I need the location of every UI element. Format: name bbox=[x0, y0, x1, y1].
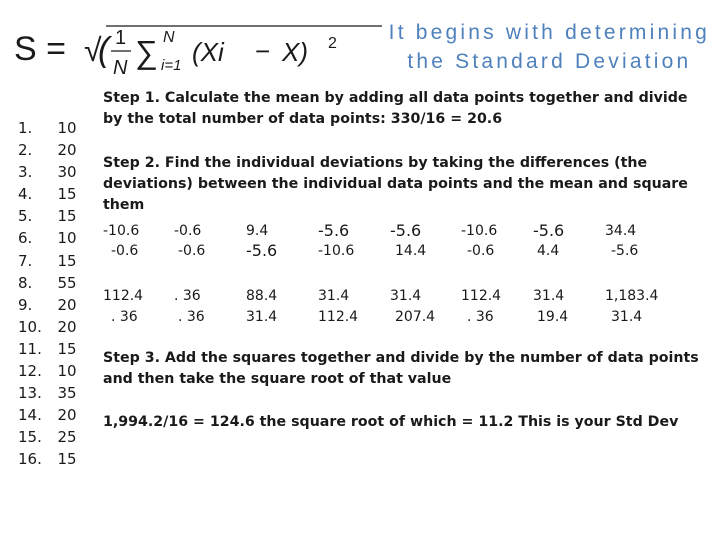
data-point-index: 14. bbox=[18, 406, 42, 425]
data-point-value: 10 bbox=[57, 362, 77, 381]
formula-fraction-denominator: N bbox=[113, 57, 128, 79]
deviation-cell: -5.6 bbox=[390, 221, 422, 240]
deviation-cell: -0.6 bbox=[178, 243, 206, 259]
data-point-index: 5. bbox=[18, 207, 33, 226]
data-point-index: 16. bbox=[18, 450, 42, 469]
deviation-cell: -0.6 bbox=[467, 243, 495, 259]
data-point-value: 10 bbox=[57, 229, 77, 248]
data-point-index: 9. bbox=[18, 295, 33, 314]
data-point-index: 2. bbox=[18, 141, 33, 160]
data-point-value: 10 bbox=[57, 119, 77, 137]
deviation-cell: -10.6 bbox=[103, 223, 140, 239]
data-point-value: 20 bbox=[57, 406, 77, 425]
formula-sum-lower: i=1 bbox=[161, 57, 182, 74]
data-point-value: 55 bbox=[57, 273, 77, 292]
step-2-text: Step 2. Find the individual deviations by taking the differences (the deviations) between the individual data points and the mean and square them bbox=[103, 155, 688, 213]
slide-title bbox=[389, 18, 710, 76]
data-point-value: 20 bbox=[57, 141, 77, 160]
square-cell: . 36 bbox=[174, 288, 201, 304]
square-cell: 31.4 bbox=[246, 309, 278, 325]
formula-exponent: 2 bbox=[328, 35, 337, 52]
square-cell: 31.4 bbox=[533, 288, 565, 304]
data-point-index: 11. bbox=[18, 339, 42, 358]
square-cell: 31.4 bbox=[390, 288, 422, 304]
formula-fraction-numerator: 1 bbox=[115, 27, 127, 49]
data-point-index: 8. bbox=[18, 273, 33, 292]
title-line-2: the Standard Deviation bbox=[407, 50, 692, 73]
deviation-cell: 14.4 bbox=[395, 243, 427, 259]
formula-term: (Xi bbox=[192, 37, 224, 67]
data-point-value: 20 bbox=[57, 295, 77, 314]
deviation-cell: -10.6 bbox=[461, 223, 498, 239]
square-cell: 31.4 bbox=[611, 309, 643, 325]
square-cell: 112.4 bbox=[103, 288, 144, 304]
data-point-value: 30 bbox=[57, 163, 77, 182]
square-cell: 88.4 bbox=[246, 288, 278, 304]
data-point-value: 15 bbox=[57, 207, 77, 226]
square-cell: 112.4 bbox=[461, 288, 502, 304]
data-point-index: 12. bbox=[18, 362, 42, 381]
data-point-index: 13. bbox=[18, 384, 42, 403]
square-cell: 31.4 bbox=[318, 288, 350, 304]
data-point-index: 1. bbox=[18, 119, 33, 137]
data-point-index: 6. bbox=[18, 229, 33, 248]
data-point-value: 20 bbox=[57, 317, 77, 336]
square-cell: . 36 bbox=[467, 309, 494, 325]
square-cell: . 36 bbox=[178, 309, 205, 325]
deviation-cell: -0.6 bbox=[174, 223, 202, 239]
formula-open-paren: ( bbox=[98, 31, 110, 69]
deviation-cell: 9.4 bbox=[246, 223, 269, 239]
data-point-value: 15 bbox=[57, 339, 77, 358]
deviation-cell: 4.4 bbox=[537, 243, 560, 259]
standard-deviation-formula bbox=[14, 14, 384, 84]
data-point-value: 15 bbox=[57, 185, 77, 204]
formula-sqrt-sign: √ bbox=[84, 32, 102, 68]
square-cell: 112.4 bbox=[318, 309, 359, 325]
data-point-value: 25 bbox=[57, 428, 77, 447]
deviation-cell: -5.6 bbox=[611, 243, 639, 259]
square-cell: 1,183.4 bbox=[605, 288, 659, 304]
deviation-cell: -5.6 bbox=[533, 221, 565, 240]
data-point-index: 10. bbox=[18, 317, 42, 336]
data-point-index: 4. bbox=[18, 185, 33, 204]
data-point-value: 15 bbox=[57, 251, 77, 270]
formula-sum-upper: N bbox=[163, 29, 175, 46]
square-cell: . 36 bbox=[111, 309, 138, 325]
deviation-cell: 34.4 bbox=[605, 223, 637, 239]
step-3-text: Step 3. Add the squares together and divide by the number of data points and then take the square root of that value bbox=[103, 350, 699, 387]
square-cell: 19.4 bbox=[537, 309, 569, 325]
title-line-1: It begins with determining bbox=[388, 21, 710, 44]
data-point-index: 15. bbox=[18, 428, 42, 447]
data-point-value: 15 bbox=[57, 450, 77, 469]
formula-sigma: ∑ bbox=[135, 34, 158, 70]
formula-lhs: S = bbox=[14, 30, 66, 68]
data-point-index-column bbox=[18, 117, 42, 471]
data-point-value-column bbox=[56, 117, 78, 471]
data-point-value: 35 bbox=[57, 384, 77, 403]
formula-mean: X) bbox=[282, 37, 308, 67]
deviation-cell: -10.6 bbox=[318, 243, 355, 259]
deviation-cell: -5.6 bbox=[246, 241, 278, 260]
deviation-cell: -0.6 bbox=[111, 243, 139, 259]
result-text: 1,994.2/16 = 124.6 the square root of which = 11.2 This is your Std Dev bbox=[103, 414, 679, 430]
step-1-text: Step 1. Calculate the mean by adding all data points together and divide by the total number of data points: 330/16 = 20.6 bbox=[103, 90, 688, 127]
data-point-index: 3. bbox=[18, 163, 33, 182]
data-point-index: 7. bbox=[18, 251, 33, 270]
formula-minus: − bbox=[255, 36, 271, 66]
square-cell: 207.4 bbox=[395, 309, 436, 325]
deviation-cell: -5.6 bbox=[318, 221, 350, 240]
